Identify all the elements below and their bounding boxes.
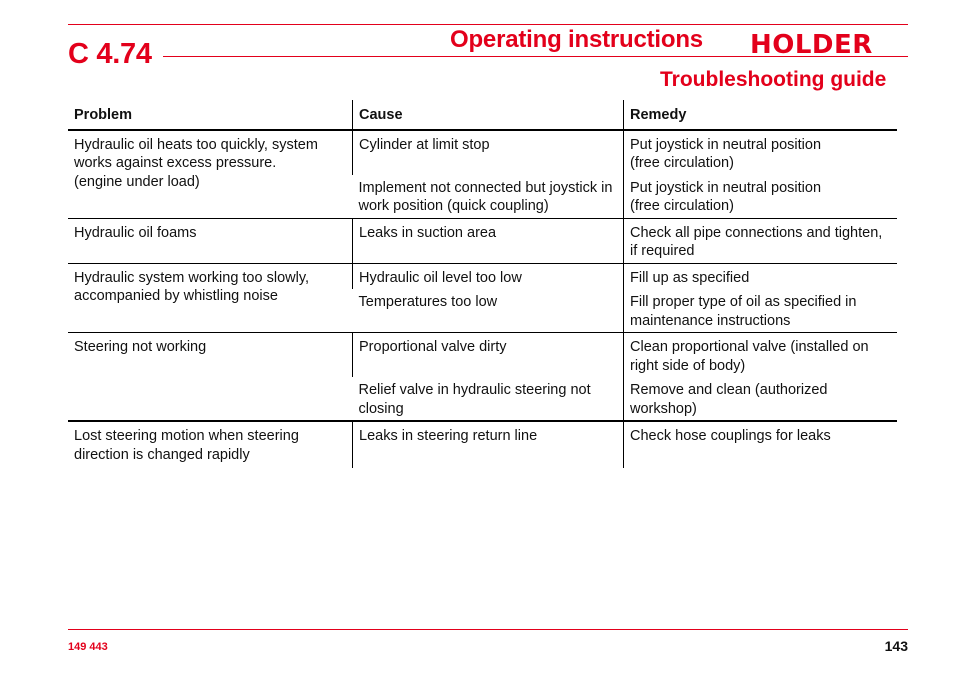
remedy-cell: Fill proper type of oil as specified in maintenance instructions — [624, 289, 898, 333]
table-row — [68, 421, 897, 468]
remedy-cell: Fill up as specified — [624, 263, 898, 289]
table-row — [68, 218, 897, 263]
cause-cell: Leaks in suction area — [353, 218, 624, 263]
remedy-cell: Clean proportional valve (installed on right side of body) — [624, 333, 898, 378]
section-title: Troubleshooting guide — [660, 68, 887, 91]
problem-cell: Steering not working — [68, 333, 353, 422]
remedy-cell: Remove and clean (authorized workshop) — [624, 377, 898, 421]
table-row — [68, 263, 897, 289]
brand-logo: HOLDER — [750, 30, 873, 60]
footer-rule — [68, 629, 908, 630]
cause-cell: Hydraulic oil level too low — [353, 263, 624, 289]
document-title: Operating instructions — [450, 26, 703, 53]
header-top-rule — [68, 24, 908, 25]
problem-cell: Hydraulic oil foams — [68, 218, 353, 263]
cause-cell: Temperatures too low — [353, 289, 624, 333]
remedy-cell: Check all pipe connections and tighten, if required — [624, 218, 898, 263]
cause-cell: Proportional valve dirty — [353, 333, 624, 378]
troubleshooting-table — [68, 100, 897, 468]
problem-cell: Lost steering motion when steering direction is changed rapidly — [74, 428, 299, 463]
header-remedy: Remedy — [624, 100, 898, 130]
cause-cell: Relief valve in hydraulic steering not closing — [353, 377, 624, 421]
problem-cell: Hydraulic system working too slowly, accompanied by whistling noise — [68, 263, 353, 333]
remedy-cell: Check hose couplings for leaks — [624, 421, 898, 468]
document-code: 149 443 — [68, 641, 108, 653]
model-number: C 4.74 — [68, 38, 152, 70]
header-cause: Cause — [353, 100, 624, 130]
cause-cell: Cylinder at limit stop — [353, 130, 624, 175]
header-problem: Problem — [68, 100, 353, 130]
table-header-row — [68, 100, 897, 130]
cause-cell: Implement not connected but joystick in work position (quick coupling) — [353, 175, 624, 219]
page-number: 143 — [884, 638, 908, 654]
table-row — [68, 333, 897, 378]
remedy-cell: Put joystick in neutral position (free circulation) — [624, 175, 898, 219]
remedy-cell: Put joystick in neutral position (free circulation) — [624, 130, 898, 175]
table-row — [68, 130, 897, 175]
problem-cell: Hydraulic oil heats too quickly, system works against excess pressure. (engine under load) — [68, 130, 353, 219]
cause-cell: Leaks in steering return line — [353, 421, 624, 468]
